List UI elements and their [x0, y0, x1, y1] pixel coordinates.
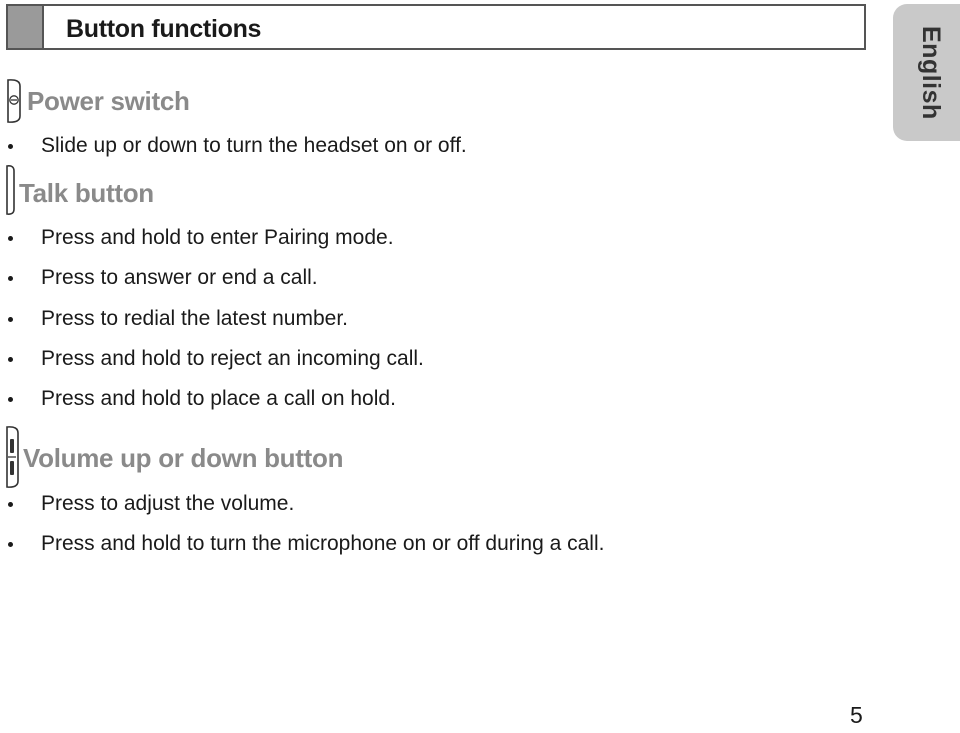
- list-item-text: Press to redial the latest number.: [41, 306, 348, 330]
- list-item: [8, 305, 424, 345]
- bullet-icon: [8, 502, 13, 507]
- power-switch-list: [8, 132, 467, 172]
- section-heading-volume-button: Volume up or down button: [23, 443, 344, 473]
- power-switch-icon: [6, 78, 22, 129]
- language-tab-label: English: [917, 26, 945, 120]
- list-item: [8, 264, 424, 304]
- volume-button-list: [8, 490, 604, 571]
- list-item-text: Press to adjust the volume.: [41, 492, 295, 515]
- list-item-text: Press and hold to reject an incoming call.: [41, 346, 424, 370]
- list-item-text: Press and hold to enter Pairing mode.: [41, 226, 394, 249]
- list-item: [8, 530, 604, 570]
- talk-button-icon: [5, 164, 17, 221]
- bullet-icon: [8, 397, 13, 402]
- talk-button-list: [8, 224, 424, 425]
- section-heading-talk-button: Talk button: [19, 178, 154, 208]
- language-tab: [893, 4, 960, 141]
- bullet-icon: [8, 144, 13, 149]
- list-item: [8, 490, 604, 530]
- list-item-text: Press and hold to place a call on hold.: [41, 387, 396, 411]
- list-item-text: Slide up or down to turn the headset on or off.: [41, 134, 467, 157]
- bullet-icon: [8, 236, 13, 241]
- bullet-icon: [8, 317, 13, 322]
- bullet-icon: [8, 276, 13, 281]
- page-title: Button functions: [66, 15, 262, 43]
- bullet-icon: [8, 357, 13, 362]
- list-item: [8, 345, 424, 385]
- section-heading-power-switch: Power switch: [27, 86, 190, 116]
- list-item-text: Press to answer or end a call.: [41, 266, 318, 290]
- list-item: [8, 132, 467, 172]
- list-item: [8, 385, 424, 425]
- header-accent-block: [8, 6, 44, 48]
- page-number: 5: [850, 702, 863, 728]
- section-header-bar: [6, 4, 866, 50]
- list-item: [8, 224, 424, 264]
- bullet-icon: [8, 542, 13, 547]
- volume-button-icon: [5, 425, 21, 494]
- list-item-text: Press and hold to turn the microphone on or off during a call.: [41, 532, 605, 556]
